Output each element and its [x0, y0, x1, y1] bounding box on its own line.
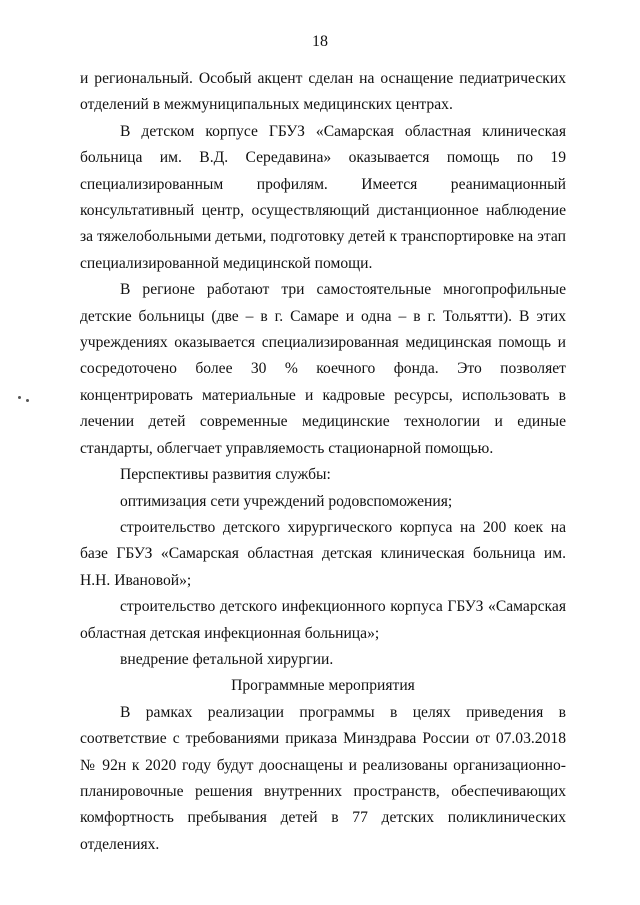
page-number: 18 [312, 33, 328, 50]
paragraph-continuation: и региональный. Особый акцент сделан на оснащение педиатрических отделений в межмуниципальных медицинских центрах. [80, 70, 566, 114]
list-item-surgical-building: строительство детского хирургического корпуса на 200 коек на базе ГБУЗ «Самарская областная детская клиническая больница им. Н.Н. Ивановой»; [80, 518, 566, 589]
list-item-infectious-building: строительство детского инфекционного корпуса ГБУЗ «Самарская областная детская инфекционная больница»; [80, 598, 566, 642]
paragraph-program-measures: В рамках реализации программы в целях приведения в соответствие с требованиями приказа Минздрава России от 07.03.2018 № 92н к 2020 году будут дооснащены и реализованы организационно-планировочные решения внутренних пространств, обеспечивающих комфортность пребывания детей в 77 детских поликлинических отделениях. [80, 703, 566, 853]
document-body [80, 66, 566, 858]
paragraph-children-hospital: В детском корпусе ГБУЗ «Самарская областная клиническая больница им. В.Д. Середавина» оказывается помощь по 19 специализированным профилям. Имеется реанимационный консультативный центр, осуществляющий дистанционное наблюдение за тяжелобольными детьми, подготовку детей к транспортировке на этап специализированной медицинской помощи. [80, 122, 566, 272]
paragraph-perspectives-title: Перспективы развития службы: [120, 466, 331, 484]
scan-artifact-dot [18, 396, 21, 399]
paragraph-regional-hospitals: В регионе работают три самостоятельные многопрофильные детские больницы (две – в г. Самаре и одна – в г. Тольятти). В этих учреждениях оказывается специализированная медицинская помощь и сосредоточено более 30 % коечного фонда. Это позволяет концентрировать материальные и кадровые ресурсы, использовать в лечении детей современные медицинские технологии и единые стандарты, облегчает управляемость стационарной помощью. [80, 281, 566, 457]
section-heading: Программные мероприятия [231, 677, 415, 695]
list-item-optimization: оптимизация сети учреждений родовспоможения; [120, 492, 453, 510]
scan-artifact-dot [26, 399, 29, 402]
list-item-fetal-surgery: внедрение фетальной хирургии. [120, 650, 334, 668]
